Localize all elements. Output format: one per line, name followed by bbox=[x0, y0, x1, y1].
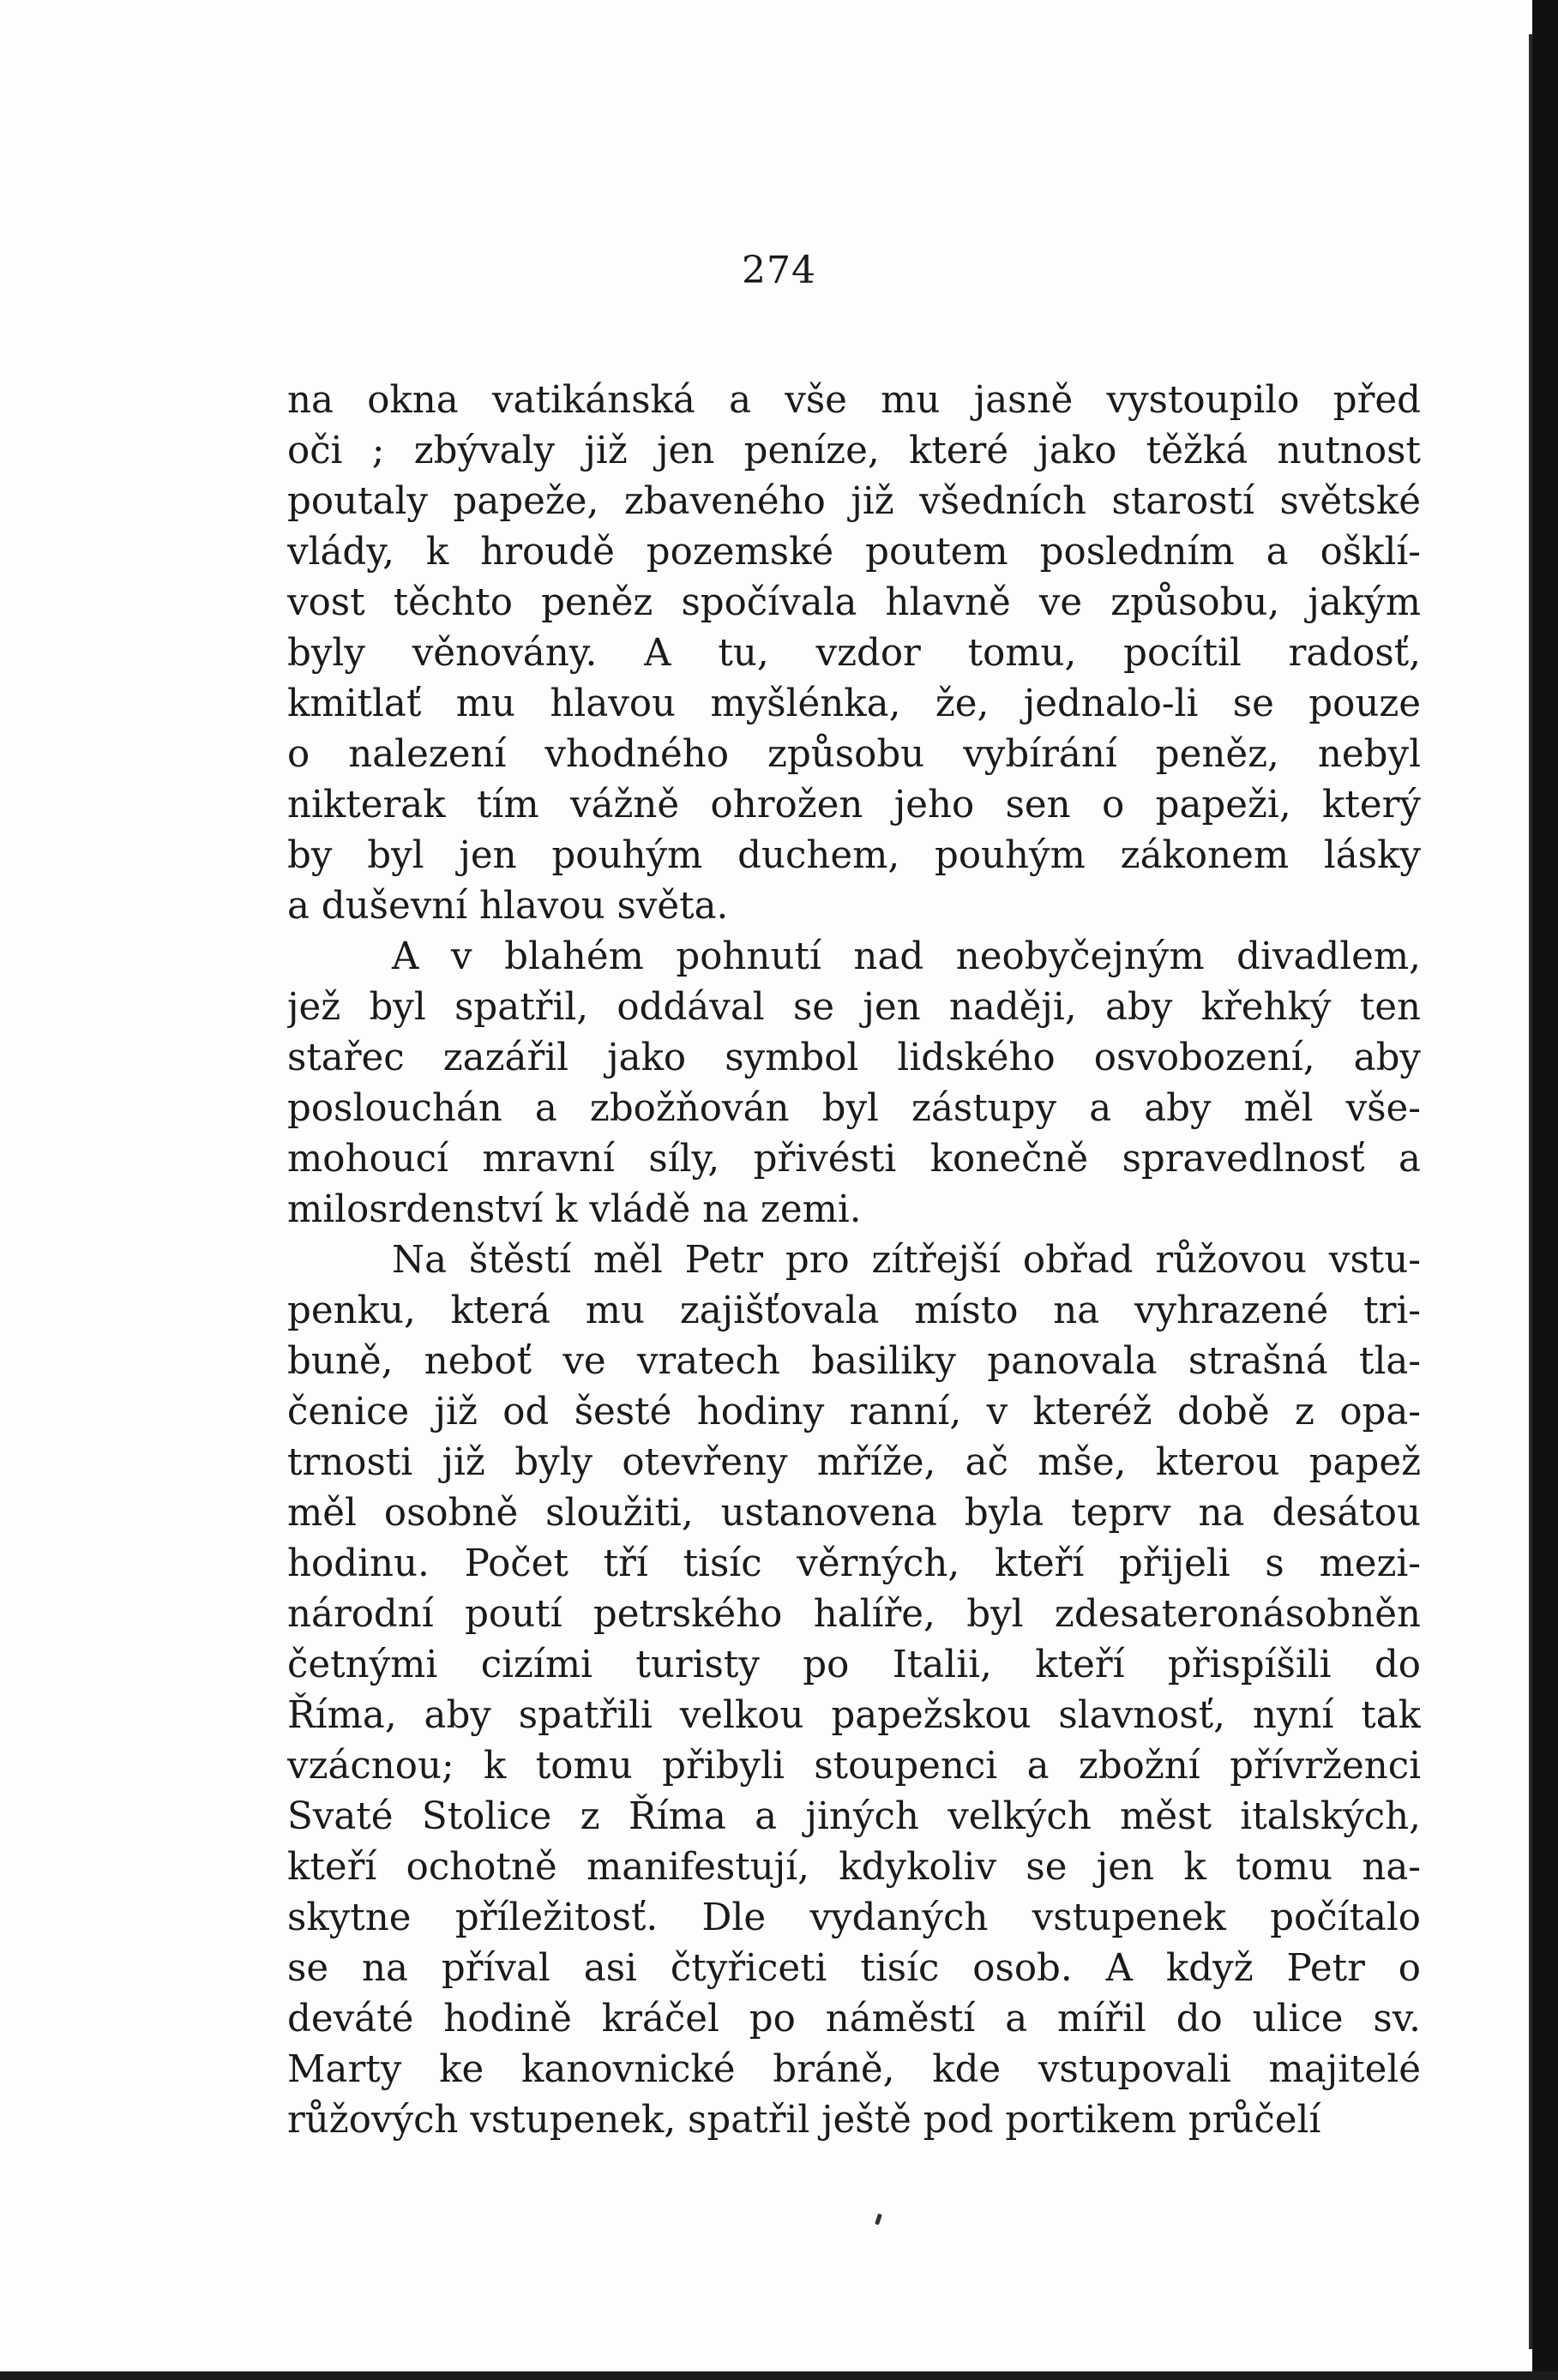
text-line: byly věnovány. A tu, vzdor tomu, pocítil radosť, bbox=[287, 632, 1421, 675]
text-line: Říma, aby spatřili velkou papežskou slavnosť, nyní tak bbox=[287, 1694, 1421, 1737]
text-line: kmitlať mu hlavou myšlénka, že, jednalo-li se pouze bbox=[287, 682, 1421, 725]
text-line: kteří ochotně manifestují, kdykoliv se jen k tomu na- bbox=[287, 1846, 1421, 1889]
text-line: oči ; zbývaly již jen peníze, které jako těžká nutnost bbox=[287, 430, 1421, 472]
text-line: mohoucí mravní síly, přivésti konečně spravedlnosť a bbox=[287, 1138, 1421, 1181]
body-text bbox=[287, 376, 1421, 2146]
paragraph bbox=[287, 932, 1421, 1235]
page-number: 274 bbox=[742, 249, 816, 292]
page-edge-shadow-bottom bbox=[0, 2371, 1558, 2380]
text-line: vlády, k hroudě pozemské poutem posledním a ošklí- bbox=[287, 531, 1421, 574]
text-line: jež byl spatřil, oddával se jen naději, aby křehký ten bbox=[287, 986, 1421, 1029]
text-line: by byl jen pouhým duchem, pouhým zákonem lásky bbox=[287, 834, 1421, 877]
text-line: růžových vstupenek, spatřil ještě pod portikem průčelí bbox=[287, 2099, 1321, 2142]
text-line: Marty ke kanovnické bráně, kde vstupovali majitelé bbox=[287, 2048, 1421, 2091]
text-line: buně, neboť ve vratech basiliky panovala strašná tla- bbox=[287, 1340, 1421, 1383]
text-line: vost těchto peněz spočívala hlavně ve způsobu, jakým bbox=[287, 581, 1421, 624]
text-line: čenice již od šesté hodiny ranní, v kteréž době z opa- bbox=[287, 1391, 1421, 1433]
text-line: nikterak tím vážně ohrožen jeho sen o papeži, který bbox=[287, 784, 1421, 826]
text-line: na okna vatikánská a vše mu jasně vystoupilo před bbox=[287, 379, 1421, 422]
text-line: národní poutí petrského halíře, byl zdesateronásobněn bbox=[287, 1593, 1421, 1636]
text-line: skytne příležitosť. Dle vydaných vstupenek počítalo bbox=[287, 1896, 1421, 1939]
paragraph bbox=[287, 376, 1421, 932]
text-line: se na příval asi čtyřiceti tisíc osob. A když Petr o bbox=[287, 1947, 1421, 1990]
paragraph bbox=[287, 1235, 1421, 2146]
page-edge-line bbox=[1529, 34, 1532, 2349]
text-line: Svaté Stolice z Říma a jiných velkých měst italských, bbox=[287, 1795, 1421, 1838]
text-line: o nalezení vhodného způsobu vybírání peněz, nebyl bbox=[287, 733, 1421, 776]
text-line: trnosti již byly otevřeny mříže, ač mše, kterou papež bbox=[287, 1441, 1421, 1484]
text-line: a duševní hlavou světa. bbox=[287, 885, 729, 928]
text-line: stařec zazářil jako symbol lidského osvobození, aby bbox=[287, 1037, 1421, 1079]
text-line: četnými cizími turisty po Italii, kteří přispíšili do bbox=[287, 1644, 1421, 1686]
text-line: A v blahém pohnutí nad neobyčejným divadlem, bbox=[392, 935, 1421, 978]
text-line: vzácnou; k tomu přibyli stoupenci a zbožní přívrženci bbox=[287, 1745, 1421, 1788]
text-line: hodinu. Počet tří tisíc věrných, kteří přijeli s mezi- bbox=[287, 1542, 1421, 1585]
ink-speck bbox=[875, 2214, 882, 2226]
text-line: poutaly papeže, zbaveného již všedních starostí světské bbox=[287, 480, 1421, 523]
text-line: Na štěstí měl Petr pro zítřejší obřad růžovou vstu- bbox=[392, 1239, 1421, 1282]
text-line: penku, která mu zajišťovala místo na vyhrazené tri- bbox=[287, 1289, 1421, 1332]
text-line: poslouchán a zbožňován byl zástupy a aby měl vše- bbox=[287, 1087, 1421, 1130]
text-line: deváté hodině kráčel po náměstí a mířil do ulice sv. bbox=[287, 1998, 1421, 2040]
text-line: měl osobně sloužiti, ustanovena byla teprv na desátou bbox=[287, 1492, 1421, 1535]
text-line: milosrdenství k vládě na zemi. bbox=[287, 1188, 862, 1231]
page-edge-shadow-right bbox=[1532, 0, 1558, 2380]
